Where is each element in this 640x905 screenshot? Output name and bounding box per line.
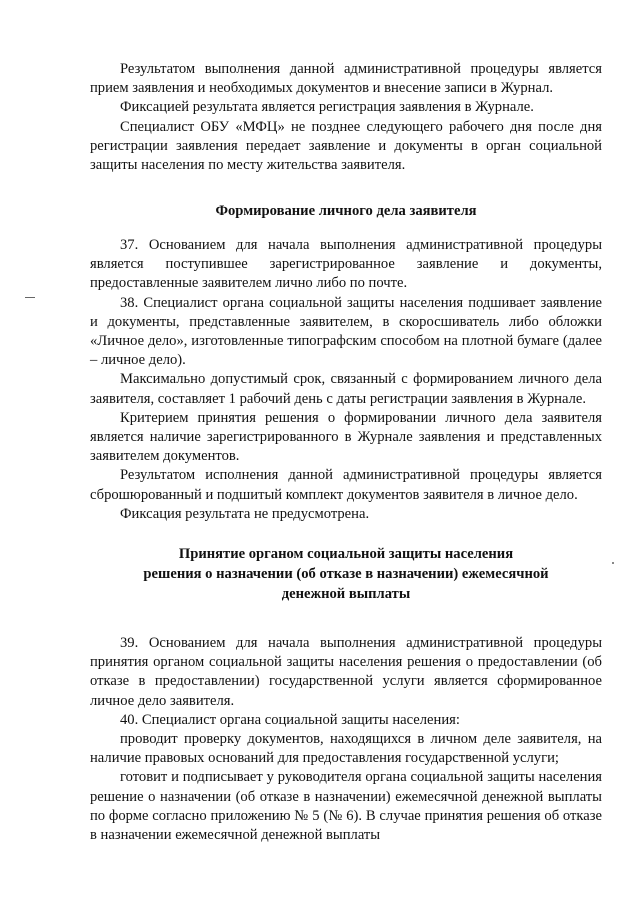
margin-mark xyxy=(612,562,614,564)
paragraph-37: 37. Основанием для начала выполнения административной процедуры является поступившее зарегистрированное заявление и документы, предоставленные заявителем лично либо по почте. xyxy=(90,237,602,292)
paragraph: проводит проверку документов, находящихся в личном деле заявителя, на наличие правовых оснований для предоставления государственной услуги; xyxy=(90,731,602,767)
section-decision xyxy=(90,634,602,845)
heading-line: решения о назначении (об отказе в назначении) ежемесячной xyxy=(143,566,549,582)
section-heading-decision xyxy=(90,544,602,604)
paragraph-38: 38. Специалист органа социальной защиты населения подшивает заявление и документы, представленные заявителем, в скоросшиватель либо обложки «Личное дело», изготовленные типографским способом на плотной бумаге (далее – личное дело). xyxy=(90,294,602,369)
margin-mark xyxy=(25,297,35,298)
paragraph: Фиксация результата не предусмотрена. xyxy=(120,505,370,522)
heading-line: Принятие органом социальной защиты населения xyxy=(178,546,514,562)
paragraph: готовит и подписывает у руководителя органа социальной защиты населения решение о назначении (об отказе в назначении) ежемесячной денежной выплаты по форме согласно приложению № 5 (№ 6). В случае принятия решения об отказе в назначении ежемесячной денежной выплаты xyxy=(90,769,602,844)
paragraph-39: 39. Основанием для начала выполнения административной процедуры принятия органом социальной защиты населения решения о предоставлении (об отказе в предоставлении) государственной услуги является сформированное личное дело заявителя. xyxy=(90,635,602,709)
paragraph: Результатом выполнения данной административной процедуры является прием заявления и необходимых документов и внесение записи в Журнал. xyxy=(90,61,602,97)
paragraph: Результатом исполнения данной административной процедуры является сброшюрованный и подшитый комплект документов заявителя в личное дело. xyxy=(90,467,602,503)
section-mfc-result xyxy=(90,60,602,175)
paragraph: Критерием принятия решения о формировании личного дела заявителя является наличие зарегистрированного в Журнале заявления и представленных заявителем документов. xyxy=(90,409,602,465)
paragraph: Фиксацией результата является регистрация заявления в Журнале. xyxy=(120,99,534,116)
paragraph: Специалист ОБУ «МФЦ» не позднее следующего рабочего дня после дня регистрации заявления передает заявление и документы в орган социальной защиты населения по месту жительства заявителя. xyxy=(90,118,602,174)
section-personal-file xyxy=(90,236,602,524)
section-heading-personal-file: Формирование личного дела заявителя xyxy=(215,203,477,219)
heading-line: денежной выплаты xyxy=(281,586,411,602)
paragraph: Максимально допустимый срок, связанный с формированием личного дела заявителя, составляет 1 рабочий день с даты регистрации заявления в Журнале. xyxy=(90,371,602,407)
paragraph-40: 40. Специалист органа социальной защиты населения: xyxy=(120,711,460,728)
